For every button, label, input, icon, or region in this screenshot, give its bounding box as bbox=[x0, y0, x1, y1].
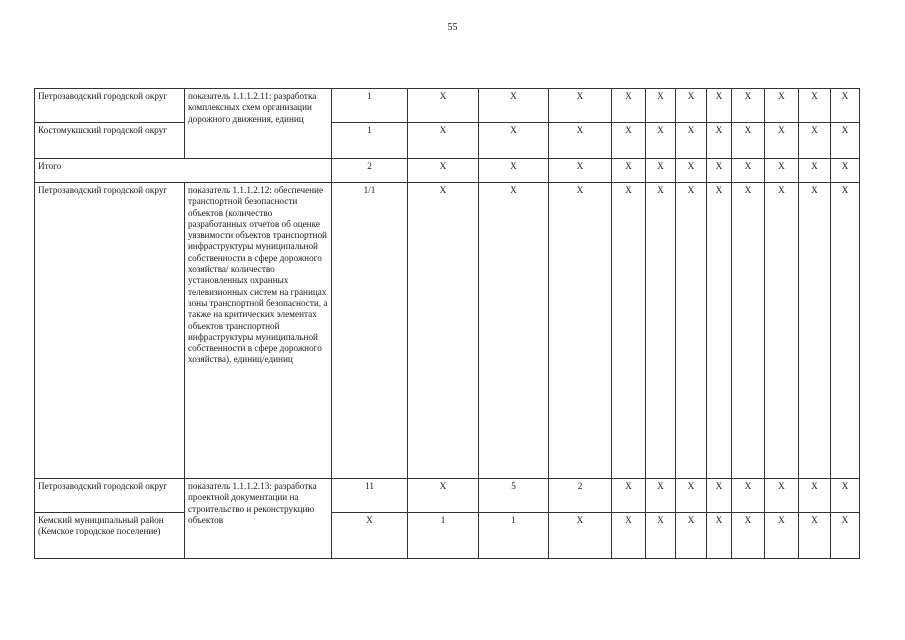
value-cell: X bbox=[799, 123, 831, 159]
page-number: 55 bbox=[447, 22, 458, 33]
indicator-cell: показатель 1.1.1.2.13: разработка проектной документации на строительство и реконструкцию объектов bbox=[185, 479, 332, 559]
value-cell: X bbox=[765, 479, 799, 513]
value-cell: X bbox=[549, 513, 612, 559]
territory-cell: Петрозаводский городской округ bbox=[35, 183, 185, 479]
value-cell: X bbox=[732, 123, 765, 159]
value-cell: X bbox=[765, 123, 799, 159]
value-cell: X bbox=[831, 479, 860, 513]
value-cell: X bbox=[707, 513, 732, 559]
value-cell: X bbox=[549, 89, 612, 123]
table-row bbox=[35, 479, 860, 513]
value-cell: 1/1 bbox=[332, 183, 408, 479]
table-row bbox=[35, 183, 860, 479]
value-cell: X bbox=[831, 183, 860, 479]
value-cell: X bbox=[646, 479, 676, 513]
value-cell: X bbox=[765, 159, 799, 183]
value-cell: X bbox=[646, 159, 676, 183]
value-cell: X bbox=[479, 183, 549, 479]
value-cell: X bbox=[479, 159, 549, 183]
value-cell: X bbox=[332, 513, 408, 559]
value-cell: 11 bbox=[332, 479, 408, 513]
value-cell: X bbox=[732, 159, 765, 183]
value-cell: X bbox=[765, 183, 799, 479]
value-cell: X bbox=[408, 183, 479, 479]
table-row bbox=[35, 123, 860, 159]
indicator-cell: показатель 1.1.1.2.11: разработка комплексных схем организации дорожного движения, единиц bbox=[185, 89, 332, 159]
value-cell: X bbox=[676, 89, 707, 123]
value-cell: X bbox=[831, 159, 860, 183]
value-cell: X bbox=[765, 513, 799, 559]
value-cell: X bbox=[676, 123, 707, 159]
value-cell: X bbox=[707, 183, 732, 479]
table-row bbox=[35, 89, 860, 123]
value-cell: X bbox=[612, 479, 646, 513]
value-cell: X bbox=[549, 159, 612, 183]
value-cell: X bbox=[479, 123, 549, 159]
value-cell: X bbox=[646, 513, 676, 559]
value-cell: X bbox=[612, 183, 646, 479]
value-cell: X bbox=[676, 183, 707, 479]
value-cell: X bbox=[408, 123, 479, 159]
value-cell: 5 bbox=[479, 479, 549, 513]
territory-cell: Костомукшский городской округ bbox=[35, 123, 185, 159]
territory-cell: Кемский муниципальный район (Кемское городское поселение) bbox=[35, 513, 185, 559]
value-cell: X bbox=[676, 159, 707, 183]
value-cell: X bbox=[612, 123, 646, 159]
indicator-table bbox=[34, 88, 860, 559]
value-cell: X bbox=[707, 479, 732, 513]
value-cell: X bbox=[732, 89, 765, 123]
value-cell: X bbox=[707, 123, 732, 159]
value-cell: X bbox=[408, 89, 479, 123]
value-cell: X bbox=[707, 89, 732, 123]
value-cell: 1 bbox=[479, 513, 549, 559]
table-row bbox=[35, 513, 860, 559]
value-cell: X bbox=[799, 89, 831, 123]
value-cell: X bbox=[799, 183, 831, 479]
value-cell: X bbox=[479, 89, 549, 123]
territory-cell: Петрозаводский городской округ bbox=[35, 479, 185, 513]
value-cell: X bbox=[549, 183, 612, 479]
value-cell: X bbox=[408, 479, 479, 513]
value-cell: X bbox=[831, 89, 860, 123]
value-cell: 2 bbox=[332, 159, 408, 183]
value-cell: X bbox=[831, 513, 860, 559]
value-cell: X bbox=[707, 159, 732, 183]
value-cell: X bbox=[612, 89, 646, 123]
indicator-cell: показатель 1.1.1.2.12: обеспечение транспортной безопасности объектов (количество разработанных отчетов об оценке уязвимости объектов транспортной инфраструктуры муниципальной собственности в сфере дорожного хозяйства/ количество установленных охранных телевизионных систем на границах зоны транспортной безопасности, а также на критических элементах объектов транспортной инфраструктуры муниципальной собственности в сфере дорожного хозяйства), единиц/единиц bbox=[185, 183, 332, 479]
value-cell: X bbox=[676, 513, 707, 559]
value-cell: X bbox=[831, 123, 860, 159]
value-cell: 1 bbox=[332, 123, 408, 159]
value-cell: X bbox=[646, 89, 676, 123]
value-cell: X bbox=[612, 159, 646, 183]
value-cell: X bbox=[646, 183, 676, 479]
table-row bbox=[35, 159, 860, 183]
value-cell: X bbox=[612, 513, 646, 559]
value-cell: X bbox=[549, 123, 612, 159]
territory-cell: Петрозаводский городской округ bbox=[35, 89, 185, 123]
value-cell: X bbox=[676, 479, 707, 513]
value-cell: 1 bbox=[332, 89, 408, 123]
value-cell: 2 bbox=[549, 479, 612, 513]
value-cell: X bbox=[799, 159, 831, 183]
value-cell: X bbox=[732, 513, 765, 559]
value-cell: X bbox=[765, 89, 799, 123]
value-cell: X bbox=[646, 123, 676, 159]
value-cell: X bbox=[799, 479, 831, 513]
value-cell: X bbox=[732, 479, 765, 513]
value-cell: 1 bbox=[408, 513, 479, 559]
value-cell: X bbox=[732, 183, 765, 479]
total-label: Итого bbox=[35, 159, 332, 183]
value-cell: X bbox=[799, 513, 831, 559]
value-cell: X bbox=[408, 159, 479, 183]
